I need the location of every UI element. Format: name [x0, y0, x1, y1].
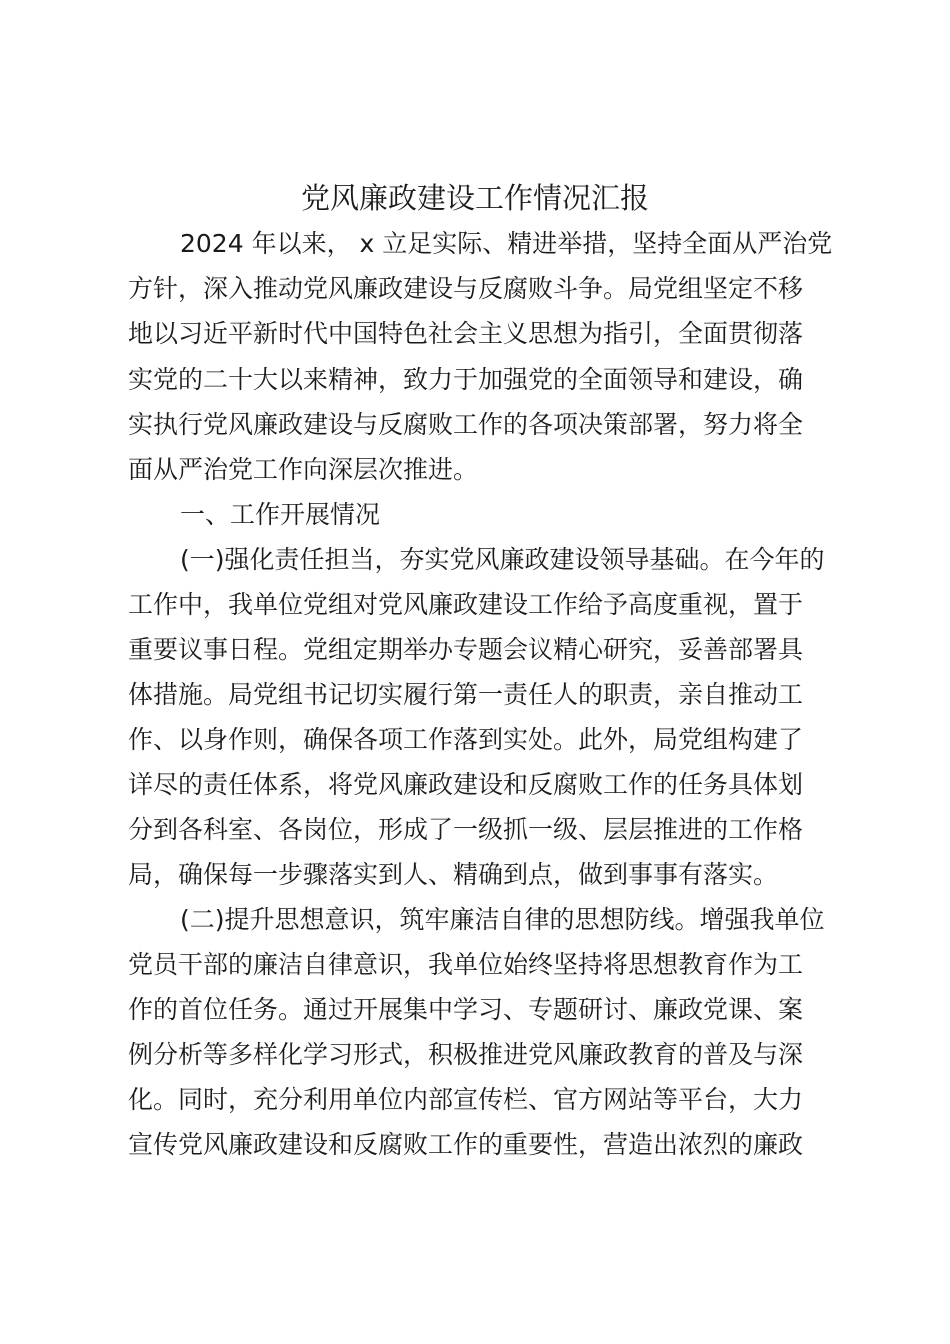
paragraph-line: 作、以身作则，确保各项工作落到实处。此外，局党组构建了 [128, 725, 804, 754]
paragraph-line: 详尽的责任体系，将党风廉政建设和反腐败工作的任务具体划 [128, 770, 804, 799]
paragraph-line: 实党的二十大以来精神，致力于加强党的全面领导和建设，确 [128, 365, 804, 394]
paragraph-line: 面从严治党工作向深层次推进。 [128, 455, 479, 484]
paragraph-line: 化。同时，充分利用单位内部宣传栏、官方网站等平台，大力 [128, 1085, 804, 1114]
paragraph-line: 分到各科室、各岗位，形成了一级抓一级、层层推进的工作格 [128, 815, 804, 844]
paragraph-line: 例分析等多样化学习形式，积极推进党风廉政教育的普及与深 [128, 1040, 804, 1069]
paragraph-line: 体措施。局党组书记切实履行第一责任人的职责，亲自推动工 [128, 680, 804, 709]
paragraph-line: 工作中，我单位党组对党风廉政建设工作给予高度重视，置于 [128, 590, 804, 619]
paragraph-line: 宣传党风廉政建设和反腐败工作的重要性，营造出浓烈的廉政 [128, 1130, 804, 1159]
document-title: 党风廉政建设工作情况汇报 [300, 181, 649, 215]
paragraph-line: 党员干部的廉洁自律意识，我单位始终坚持将思想教育作为工 [128, 950, 804, 979]
paragraph-line: 重要议事日程。党组定期举办专题会议精心研究，妥善部署具 [128, 635, 804, 664]
section-heading: 一、工作开展情况 [180, 500, 381, 529]
paragraph-line: 方针，深入推动党风廉政建设与反腐败斗争。局党组坚定不移 [128, 274, 804, 303]
paragraph-line: 局，确保每一步骤落实到人、精确到点，做到事事有落实。 [128, 860, 779, 889]
paragraph-line: (一)强化责任担当，夯实党风廉政建设领导基础。在今年的 [180, 545, 825, 574]
paragraph-line: (二)提升思想意识，筑牢廉洁自律的思想防线。增强我单位 [180, 905, 825, 934]
paragraph-line: 作的首位任务。通过开展集中学习、专题研讨、廉政党课、案 [128, 995, 804, 1024]
paragraph-line: 实执行党风廉政建设与反腐败工作的各项决策部署，努力将全 [128, 410, 804, 439]
paragraph-line: 地以习近平新时代中国特色社会主义思想为指引，全面贯彻落 [128, 319, 804, 348]
paragraph-line: 2024 年以来， x 立足实际、精进举措，坚持全面从严治党 [180, 229, 833, 258]
